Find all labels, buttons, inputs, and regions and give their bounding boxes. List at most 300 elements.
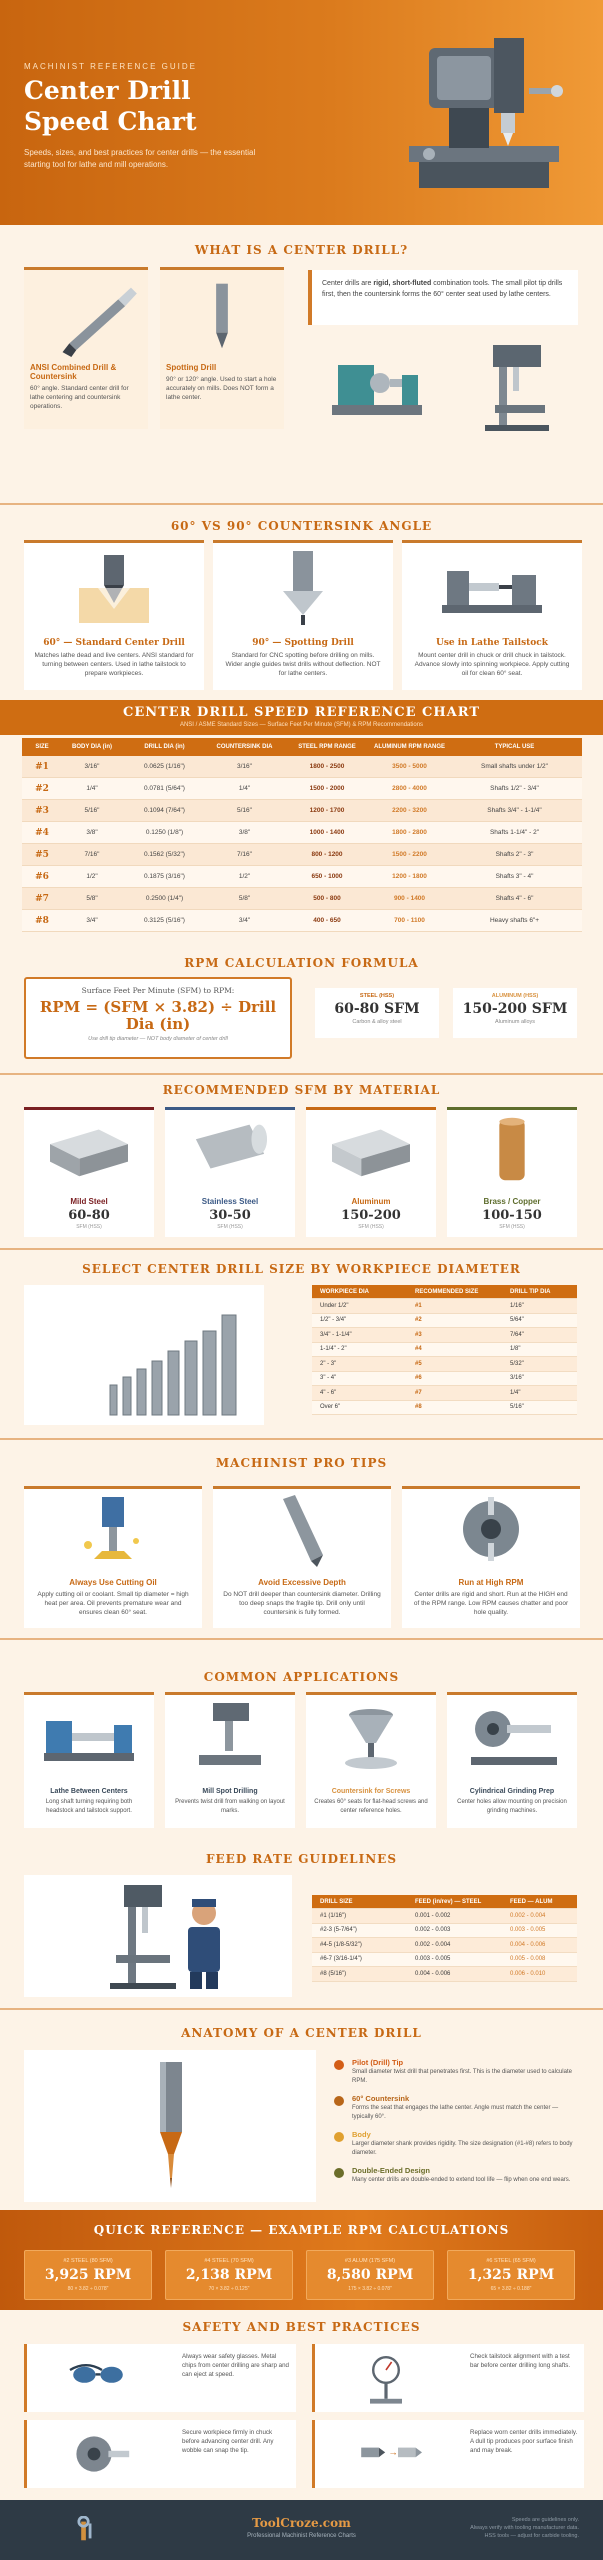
anatomy-item bbox=[334, 2058, 579, 2094]
speed-cell: #7 bbox=[35, 893, 49, 904]
tip-desc: Apply cutting oil or coolant. Small tip diameter = high heat per area. Oil prevents premature wear and ensures clean 60° seat. bbox=[37, 1591, 189, 1616]
select-cell: 3/4" - 1-1/4" bbox=[320, 1331, 352, 1338]
material-name: Stainless Steel bbox=[201, 1197, 259, 1206]
select-cell: 7/64" bbox=[510, 1331, 524, 1338]
quick-label: #4 STEEL (70 SFM) bbox=[204, 2258, 254, 2264]
material-unit: SFM (HSS) bbox=[76, 1224, 102, 1230]
speed-cell: 1/4" bbox=[238, 785, 251, 792]
material-card bbox=[447, 1107, 577, 1237]
sixty-degree-icon bbox=[24, 543, 204, 633]
app-title: Lathe Between Centers bbox=[50, 1788, 128, 1795]
speed-cell: #6 bbox=[35, 871, 49, 882]
safety-title: SAFETY AND BEST PRACTICES bbox=[182, 2320, 421, 2334]
speed-cell: 1800 - 2800 bbox=[392, 829, 427, 836]
feed-cell: #6-7 (3/16-1/4") bbox=[320, 1956, 362, 1963]
select-image-box bbox=[24, 1285, 264, 1425]
speed-table-row bbox=[22, 778, 582, 800]
select-cell: #6 bbox=[415, 1375, 422, 1382]
material-card bbox=[306, 1107, 436, 1237]
speed-cell: Shafts 1/2" - 3/4" bbox=[490, 785, 539, 792]
speed-cell: 0.0625 (1/16") bbox=[144, 763, 185, 770]
what-intro-bold: rigid, short-fluted bbox=[373, 280, 432, 287]
what-title: WHAT IS A CENTER DRILL? bbox=[194, 243, 409, 257]
worn-drill-icon bbox=[335, 2422, 445, 2486]
hero-banner bbox=[0, 0, 603, 225]
quick-formula: 80 × 3.82 ÷ 0.078" bbox=[67, 2286, 109, 2292]
feed-cell: #1 (1/16") bbox=[320, 1912, 347, 1919]
quick-section bbox=[0, 2210, 603, 2310]
select-col-tip: DRILL TIP DIA bbox=[510, 1288, 551, 1295]
speed-cell: 7/16" bbox=[237, 851, 252, 858]
speed-cell: 2200 - 3200 bbox=[392, 807, 427, 814]
angle-card-tailstock bbox=[402, 540, 582, 690]
select-section bbox=[0, 1250, 603, 1440]
quick-formula: 65 × 3.82 ÷ 0.188" bbox=[490, 2286, 532, 2292]
drill-sizes-icon bbox=[24, 1285, 264, 1425]
speed-cell: 1000 - 1400 bbox=[309, 829, 345, 836]
select-table bbox=[312, 1285, 577, 1415]
what-card-ansi bbox=[24, 267, 148, 429]
speed-cell: 400 - 650 bbox=[313, 917, 341, 924]
feed-section bbox=[0, 1840, 603, 2010]
tips-title: MACHINIST PRO TIPS bbox=[215, 1456, 388, 1470]
select-cell: 4" - 6" bbox=[320, 1389, 337, 1396]
material-sfm: 60-80 bbox=[68, 1208, 110, 1223]
rpm-label: Surface Feet Per Minute (SFM) to RPM: bbox=[81, 986, 235, 995]
what-card-spotting-desc: 90° or 120° angle. Used to start a hole accurately on mills. Does NOT form a lathe center. bbox=[166, 376, 277, 401]
angle-card-60-title: 60° — Standard Center Drill bbox=[43, 638, 185, 648]
quick-formula: 70 × 3.82 ÷ 0.125" bbox=[208, 2286, 250, 2292]
speed-col-alu: ALUMINUM RPM RANGE bbox=[374, 744, 445, 750]
tip-title: Avoid Excessive Depth bbox=[258, 1578, 346, 1587]
tip-desc: Do NOT drill deeper than countersink diameter. Drilling too deep snaps the fragile tip. Drill only until countersink is fully formed. bbox=[223, 1591, 381, 1616]
feed-table bbox=[312, 1895, 577, 1982]
anatomy-item bbox=[334, 2130, 579, 2166]
anatomy-item-desc: Many center drills are double-ended to extend tool life — flip when one end wears. bbox=[352, 2177, 571, 2183]
what-card-ansi-title: ANSI Combined Drill & Countersink bbox=[30, 363, 117, 381]
safety-card bbox=[24, 2344, 296, 2412]
speed-cell: 2800 - 4000 bbox=[392, 785, 427, 792]
anatomy-item bbox=[334, 2094, 579, 2130]
rpm-note: Use drill tip diameter — NOT body diameter of center drill bbox=[88, 1036, 228, 1042]
what-intro-pre: Center drills are bbox=[322, 280, 374, 287]
speed-cell: Shafts 4" - 6" bbox=[495, 895, 534, 902]
quick-label: #2 STEEL (80 SFM) bbox=[63, 2258, 113, 2264]
select-cell: 5/16" bbox=[510, 1404, 524, 1411]
footer-disclaimer-2: Always verify with tooling manufacturer data. bbox=[470, 2525, 579, 2531]
material-card bbox=[24, 1107, 154, 1237]
anatomy-dot bbox=[334, 2060, 344, 2070]
anatomy-dot bbox=[334, 2096, 344, 2106]
angle-card-tailstock-title: Use in Lathe Tailstock bbox=[435, 638, 549, 648]
quick-value: 2,138 RPM bbox=[185, 2267, 273, 2283]
app-desc: Creates 60° seats for flat-head screws and center reference holes. bbox=[314, 1799, 428, 1814]
quick-card bbox=[24, 2250, 152, 2300]
rpm-chuck-icon bbox=[402, 1489, 580, 1569]
material-card bbox=[165, 1107, 295, 1237]
speed-header bbox=[0, 700, 603, 735]
speed-cell: 0.1250 (1/8") bbox=[145, 829, 184, 836]
material-name: Brass / Copper bbox=[483, 1197, 541, 1206]
app-title: Countersink for Screws bbox=[331, 1788, 411, 1795]
footer-tagline: Professional Machinist Reference Charts bbox=[247, 2533, 356, 2539]
safety-card bbox=[312, 2344, 584, 2412]
speed-cell: Shafts 1-1/4" - 2" bbox=[489, 829, 540, 836]
anatomy-item-title: 60° Countersink bbox=[352, 2094, 410, 2103]
select-cell: 1-1/4" - 2" bbox=[320, 1346, 347, 1353]
feed-table-row bbox=[312, 1953, 577, 1968]
anatomy-item bbox=[334, 2166, 579, 2202]
what-section bbox=[0, 225, 603, 505]
tip-title: Always Use Cutting Oil bbox=[69, 1578, 157, 1587]
select-table-row bbox=[312, 1343, 577, 1358]
speed-cell: #8 bbox=[35, 915, 49, 926]
speed-cell: Heavy shafts 6"+ bbox=[489, 917, 540, 924]
speed-cell: 3/16" bbox=[84, 763, 100, 770]
speed-cell: 0.2500 (1/4") bbox=[145, 895, 184, 902]
speed-subtitle: ANSI / ASME Standard Sizes — Surface Feet Per Minute (SFM) & RPM Recommendations bbox=[179, 722, 424, 728]
hero-kicker: MACHINIST REFERENCE GUIDE bbox=[24, 62, 197, 71]
material-sfm: 30-50 bbox=[209, 1208, 251, 1223]
speed-cell: 500 - 800 bbox=[313, 895, 341, 902]
quick-formula: 175 × 3.82 ÷ 0.078" bbox=[348, 2286, 392, 2292]
rpm-alu-note: Aluminum alloys bbox=[494, 1019, 536, 1025]
countersink-icon bbox=[306, 1695, 436, 1779]
speed-cell: 3500 - 5000 bbox=[392, 763, 427, 770]
anatomy-image-box bbox=[24, 2050, 316, 2202]
safety-text: Check tailstock alignment with a test bar before center drilling long shafts. bbox=[470, 2353, 571, 2369]
speed-cell: #2 bbox=[35, 783, 49, 794]
speed-table-row bbox=[22, 888, 582, 910]
footer-disclaimer bbox=[470, 2516, 579, 2540]
rpm-steel-note: Carbon & alloy steel bbox=[352, 1019, 402, 1025]
feed-cell: #2-3 (5-7/64") bbox=[320, 1927, 357, 1934]
speed-cell: Shafts 3" - 4" bbox=[495, 873, 534, 880]
angle-card-90 bbox=[213, 540, 393, 690]
speed-col-use: TYPICAL USE bbox=[494, 744, 535, 750]
speed-table-row bbox=[22, 910, 582, 932]
safety-text: Always wear safety glasses. Metal chips from center drilling are sharp and can eject at speed. bbox=[182, 2353, 289, 2378]
anatomy-dot bbox=[334, 2132, 344, 2142]
select-title: SELECT CENTER DRILL SIZE BY WORKPIECE DIAMETER bbox=[82, 1262, 521, 1276]
speed-cell: #4 bbox=[35, 827, 49, 838]
footer-brand[interactable]: ToolCroze.com bbox=[252, 2516, 351, 2530]
rpm-section bbox=[0, 950, 603, 1075]
select-table-header bbox=[312, 1285, 577, 1299]
lathe-centers-icon bbox=[24, 1695, 154, 1779]
materials-section bbox=[0, 1075, 603, 1250]
material-stock-icon bbox=[165, 1110, 295, 1188]
feed-cell: #4-5 (1/8-5/32") bbox=[320, 1941, 362, 1948]
feed-table-row bbox=[312, 1909, 577, 1924]
speed-cell: Shafts 2" - 3" bbox=[495, 851, 534, 858]
feed-cell: 0.004 - 0.006 bbox=[415, 1970, 451, 1977]
anatomy-list bbox=[334, 2058, 579, 2202]
speed-cell: 0.3125 (5/16") bbox=[144, 917, 185, 924]
anatomy-title: ANATOMY OF A CENTER DRILL bbox=[181, 2026, 422, 2040]
feed-table-row bbox=[312, 1938, 577, 1953]
speed-cell: #1 bbox=[35, 761, 49, 772]
speed-cell: 3/8" bbox=[86, 829, 98, 836]
tip-title: Run at High RPM bbox=[458, 1578, 524, 1587]
material-unit: SFM (HSS) bbox=[358, 1224, 384, 1230]
safety-glasses-icon bbox=[47, 2346, 157, 2410]
quick-card bbox=[447, 2250, 575, 2300]
speed-cell: 5/16" bbox=[84, 807, 100, 814]
feed-cell: 0.003 - 0.005 bbox=[415, 1956, 451, 1963]
select-table-row bbox=[312, 1328, 577, 1343]
ninety-degree-icon bbox=[213, 543, 393, 633]
speed-cell: 0.1875 (3/16") bbox=[144, 873, 185, 880]
quick-value: 1,325 RPM bbox=[467, 2267, 555, 2283]
select-table-row bbox=[312, 1299, 577, 1314]
select-cell: Under 1/2" bbox=[320, 1302, 349, 1309]
angle-card-60 bbox=[24, 540, 204, 690]
speed-cell: 900 - 1400 bbox=[393, 895, 426, 902]
app-card bbox=[165, 1692, 295, 1828]
speed-cell: 1500 - 2200 bbox=[392, 851, 427, 858]
rpm-steel-box bbox=[315, 988, 439, 1038]
safety-text: Secure workpiece firmly in chuck before advancing center drill. Any wobble can snap the tip. bbox=[182, 2429, 274, 2454]
select-cell: 5/64" bbox=[510, 1317, 524, 1324]
select-cell: 1/16" bbox=[510, 1302, 524, 1309]
speed-cell: 3/4" bbox=[238, 917, 251, 924]
select-cell: #1 bbox=[415, 1302, 422, 1309]
machinist-icon bbox=[24, 1875, 292, 1997]
tips-section bbox=[0, 1440, 603, 1640]
app-desc: Prevents twist drill from walking on layout marks. bbox=[175, 1799, 285, 1814]
select-cell: #7 bbox=[415, 1389, 422, 1396]
feed-col-alum: FEED — ALUM bbox=[510, 1898, 553, 1905]
quick-value: 8,580 RPM bbox=[326, 2267, 414, 2283]
quick-label: #3 ALUM (175 SFM) bbox=[344, 2258, 396, 2264]
app-card bbox=[24, 1692, 154, 1828]
feed-cell: 0.004 - 0.006 bbox=[510, 1941, 546, 1948]
spotting-drill-icon bbox=[160, 270, 284, 358]
select-table-row bbox=[312, 1401, 577, 1416]
hero-subtitle: Speeds, sizes, and best practices for center drills — the essential starting tool for lathe and mill operations. bbox=[24, 148, 256, 169]
material-stock-icon bbox=[447, 1110, 577, 1188]
apps-title: COMMON APPLICATIONS bbox=[203, 1670, 400, 1684]
select-col-size: RECOMMENDED SIZE bbox=[415, 1288, 479, 1295]
select-cell: 1/8" bbox=[510, 1346, 521, 1353]
quick-title: QUICK REFERENCE — EXAMPLE RPM CALCULATIONS bbox=[93, 2223, 510, 2237]
speed-cell: 5/8" bbox=[238, 895, 251, 902]
select-table-row bbox=[312, 1372, 577, 1387]
speed-cell: Shafts 3/4" - 1-1/4" bbox=[487, 807, 542, 814]
safety-card bbox=[312, 2420, 584, 2488]
speed-cell: 3/8" bbox=[238, 829, 251, 836]
quick-value: 3,925 RPM bbox=[44, 2267, 132, 2283]
feed-table-row bbox=[312, 1924, 577, 1939]
speed-cell: 650 - 1000 bbox=[311, 873, 343, 880]
what-card-ansi-desc: 60° angle. Standard center drill for lathe centering and countersink operations. bbox=[30, 385, 129, 410]
anatomy-dot bbox=[334, 2168, 344, 2178]
material-stock-icon bbox=[306, 1110, 436, 1188]
feed-table-row bbox=[312, 1967, 577, 1982]
feed-table-header bbox=[312, 1895, 577, 1909]
drill-press-icon bbox=[455, 335, 575, 435]
apps-section bbox=[0, 1640, 603, 1840]
quick-label: #6 STEEL (65 SFM) bbox=[486, 2258, 536, 2264]
materials-title: RECOMMENDED SFM BY MATERIAL bbox=[162, 1083, 441, 1097]
angle-card-90-title: 90° — Spotting Drill bbox=[252, 638, 354, 648]
material-name: Mild Steel bbox=[70, 1197, 108, 1206]
material-sfm: 100-150 bbox=[482, 1208, 542, 1223]
select-cell: #5 bbox=[415, 1360, 422, 1367]
feed-cell: 0.006 - 0.010 bbox=[510, 1970, 546, 1977]
angle-card-90-desc: Standard for CNC spotting before drilling on mills. Wider angle guides twist drills without deflection. NOT for lathe centers. bbox=[225, 652, 381, 677]
speed-cell: 5/8" bbox=[86, 895, 98, 902]
rpm-alu-label: ALUMINUM (HSS) bbox=[491, 993, 539, 999]
twist-drill-icon bbox=[213, 1489, 391, 1569]
feed-cell: #8 (5/16") bbox=[320, 1970, 347, 1977]
select-cell: 3" - 4" bbox=[320, 1375, 337, 1382]
material-name: Aluminum bbox=[351, 1197, 391, 1206]
feed-col-steel: FEED (in/rev) — STEEL bbox=[415, 1898, 482, 1905]
dial-indicator-icon bbox=[335, 2346, 445, 2410]
hero-title-line1: Center Drill bbox=[24, 76, 191, 105]
rpm-formula-box bbox=[24, 977, 292, 1059]
select-cell: 3/16" bbox=[510, 1375, 524, 1382]
speed-cell: 1/2" bbox=[238, 873, 251, 880]
center-drill-anatomy-icon bbox=[24, 2050, 316, 2202]
feed-title: FEED RATE GUIDELINES bbox=[206, 1852, 397, 1866]
safety-section bbox=[0, 2310, 603, 2500]
angle-title: 60° VS 90° COUNTERSINK ANGLE bbox=[170, 519, 433, 533]
speed-cell: 1200 - 1700 bbox=[309, 807, 345, 814]
rpm-formula: RPM = (SFM × 3.82) ÷ Drill Dia (in) bbox=[39, 998, 277, 1033]
center-drill-icon bbox=[24, 270, 148, 358]
speed-section bbox=[0, 700, 603, 950]
select-cell: 2" - 3" bbox=[320, 1360, 337, 1367]
speed-title: CENTER DRILL SPEED REFERENCE CHART bbox=[123, 705, 480, 720]
angle-card-60-desc: Matches lathe dead and live centers. ANSI standard for turning between centers. Used in lathe tailstock to prepare workpieces. bbox=[34, 652, 194, 677]
safety-text: Replace worn center drills immediately. A dull tip produces poor surface finish and may break. bbox=[470, 2429, 578, 2454]
anatomy-item-title: Pilot (Drill) Tip bbox=[352, 2058, 404, 2067]
anatomy-item-desc: Small diameter twist drill that penetrates first. This is the diameter used to calculate RPM. bbox=[352, 2069, 572, 2084]
svg-text:→: → bbox=[388, 2447, 398, 2459]
material-unit: SFM (HSS) bbox=[217, 1224, 243, 1230]
rpm-title: RPM CALCULATION FORMULA bbox=[184, 956, 419, 970]
quick-card bbox=[306, 2250, 434, 2300]
app-desc: Long shaft turning requiring both headstock and tailstock support. bbox=[45, 1799, 133, 1814]
speed-col-body: BODY DIA (in) bbox=[72, 744, 112, 750]
grinding-icon bbox=[447, 1695, 577, 1779]
select-cell: #8 bbox=[415, 1404, 422, 1411]
speed-col-drill: DRILL DIA (in) bbox=[144, 744, 185, 750]
cutting-oil-icon bbox=[24, 1489, 202, 1569]
speed-table-row bbox=[22, 756, 582, 778]
speed-cell: 1200 - 1800 bbox=[392, 873, 427, 880]
speed-cell: Small shafts under 1/2" bbox=[481, 763, 548, 770]
speed-cell: 3/4" bbox=[86, 917, 98, 924]
material-sfm: 150-200 bbox=[341, 1208, 401, 1223]
mill-spot-icon bbox=[165, 1695, 295, 1779]
tailstock-icon bbox=[402, 543, 582, 633]
safety-card bbox=[24, 2420, 296, 2488]
tip-card bbox=[402, 1486, 580, 1628]
feed-cell: 0.003 - 0.005 bbox=[510, 1927, 546, 1934]
speed-table-row bbox=[22, 800, 582, 822]
select-table-row bbox=[312, 1314, 577, 1329]
tip-desc: Center drills are rigid and short. Run at the HIGH end of the RPM range. Low RPM causes chatter and poor hole quality. bbox=[413, 1591, 569, 1616]
speed-cell: 3/16" bbox=[237, 763, 252, 770]
anatomy-item-desc: Larger diameter shank provides rigidity. The size designation (#1-#8) refers to body diameter. bbox=[352, 2141, 573, 2156]
chuck-key-icon bbox=[47, 2422, 157, 2486]
rpm-alu-value: 150-200 SFM bbox=[462, 1001, 568, 1017]
select-cell: #4 bbox=[415, 1346, 422, 1353]
speed-cell: 0.0781 (5/64") bbox=[144, 785, 185, 792]
speed-col-steel: STEEL RPM RANGE bbox=[298, 744, 356, 750]
speed-cell: 0.1562 (5/32") bbox=[144, 851, 185, 858]
rpm-alu-box bbox=[453, 988, 577, 1038]
what-card-spotting bbox=[160, 267, 284, 429]
select-table-row bbox=[312, 1386, 577, 1401]
anatomy-item-title: Body bbox=[352, 2130, 371, 2139]
quick-card bbox=[165, 2250, 293, 2300]
speed-col-size: SIZE bbox=[35, 744, 49, 750]
tip-card bbox=[213, 1486, 391, 1628]
select-cell: Over 6" bbox=[320, 1404, 341, 1411]
rpm-steel-label: STEEL (HSS) bbox=[359, 993, 395, 999]
app-card bbox=[447, 1692, 577, 1828]
anatomy-item-desc: Forms the seat that engages the lathe center. Angle must match the center — typically 60°. bbox=[352, 2105, 559, 2120]
material-unit: SFM (HSS) bbox=[499, 1224, 525, 1230]
speed-cell: 1500 - 2000 bbox=[309, 785, 345, 792]
app-desc: Center holes allow mounting on precision grinding machines. bbox=[457, 1799, 567, 1814]
footer-disclaimer-1: Speeds are guidelines only. bbox=[511, 2517, 579, 2523]
speed-cell: 1800 - 2500 bbox=[309, 763, 345, 770]
select-cell: #2 bbox=[415, 1317, 422, 1324]
what-card-spotting-title: Spotting Drill bbox=[166, 363, 217, 372]
speed-table-row bbox=[22, 844, 582, 866]
speed-table-row bbox=[22, 866, 582, 888]
speed-cell: 1/2" bbox=[86, 873, 98, 880]
angle-section bbox=[0, 505, 603, 700]
speed-cell: 7/16" bbox=[84, 851, 100, 858]
lathe-machine-icon bbox=[312, 335, 432, 435]
speed-cell: 1/4" bbox=[86, 785, 98, 792]
speed-cell: 0.1094 (7/64") bbox=[144, 807, 185, 814]
hero-title-line2: Speed Chart bbox=[24, 107, 197, 136]
anatomy-item-title: Double-Ended Design bbox=[352, 2166, 430, 2175]
app-card bbox=[306, 1692, 436, 1828]
select-col-dia: WORKPIECE DIA bbox=[320, 1288, 370, 1295]
speed-table bbox=[22, 738, 582, 932]
select-table-row bbox=[312, 1357, 577, 1372]
milling-machine-icon bbox=[389, 28, 569, 198]
feed-cell: 0.002 - 0.004 bbox=[415, 1941, 451, 1948]
feed-cell: 0.005 - 0.008 bbox=[510, 1956, 546, 1963]
feed-image-box bbox=[24, 1875, 292, 1997]
app-title: Cylindrical Grinding Prep bbox=[469, 1788, 555, 1795]
speed-cell: 700 - 1100 bbox=[394, 917, 425, 924]
material-stock-icon bbox=[24, 1110, 154, 1188]
speed-table-row bbox=[22, 822, 582, 844]
rpm-steel-value: 60-80 SFM bbox=[334, 1001, 420, 1017]
what-intro-box bbox=[308, 270, 578, 325]
angle-card-tailstock-desc: Mount center drill in chuck or drill chuck in tailstock. Advance slowly into spinning workpiece. Apply cutting oil for clean 60° seat. bbox=[414, 652, 570, 677]
speed-cell: #3 bbox=[35, 805, 49, 816]
feed-cell: 0.002 - 0.003 bbox=[415, 1927, 451, 1934]
anatomy-section bbox=[0, 2010, 603, 2210]
footer-disclaimer-3: HSS tools — adjust for carbide tooling. bbox=[484, 2533, 579, 2539]
feed-cell: 0.002 - 0.004 bbox=[510, 1912, 546, 1919]
feed-col-size: DRILL SIZE bbox=[320, 1898, 353, 1905]
speed-cell: #5 bbox=[35, 849, 49, 860]
speed-cell: 5/16" bbox=[237, 807, 252, 814]
